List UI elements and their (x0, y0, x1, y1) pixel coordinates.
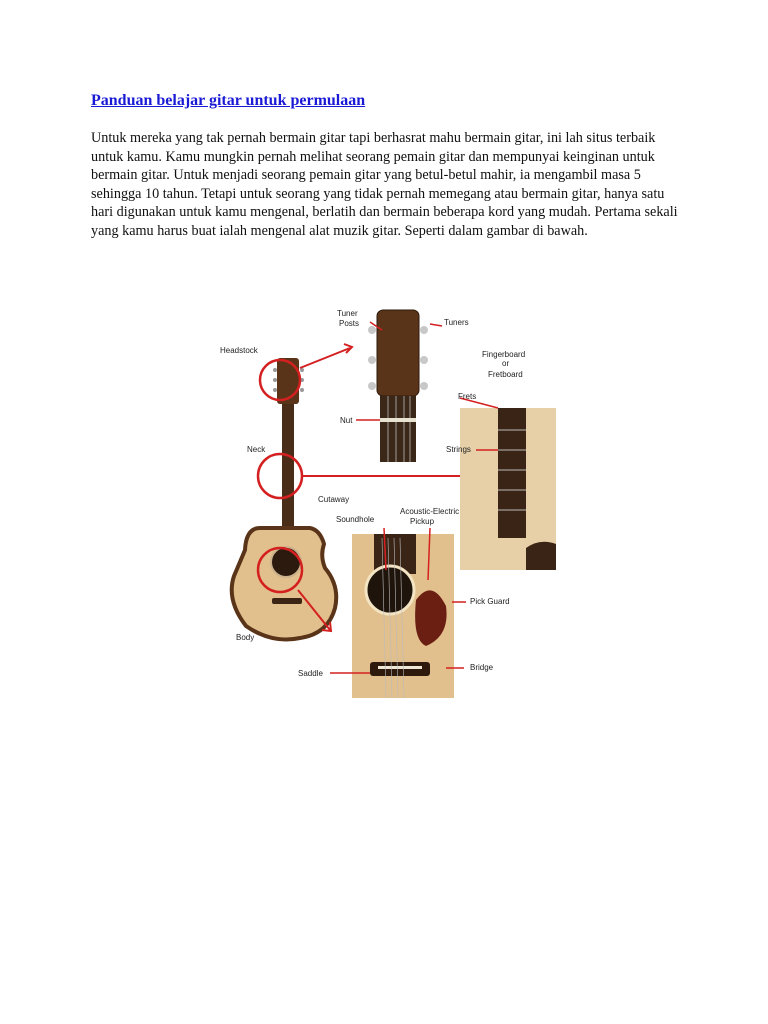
intro-paragraph: Untuk mereka yang tak pernah bermain gitar tapi berhasrat mahu bermain gitar, ini lah situs terbaik untuk kamu. Kamu mungkin pernah melihat seorang pemain gitar dan mempunyai keinginan untuk bermain gitar. Untuk menjadi seorang pemain gitar yang betul-betul mahir, ia mengambil masa 5 sehingga 10 tahun. Tetapi untuk seorang yang tidak pernah memegang atau bermain gitar, hanya satu hari digunakan untuk kamu mengenal, berlatih dan bermain beberapa kord yang mudah. Pertama sekali yang kamu harus buat ialah mengenal alat muzik gitar. Seperti dalam gambar di bawah. (91, 130, 678, 239)
label-frets: Frets (458, 392, 477, 401)
label-pick-guard: Pick Guard (470, 597, 510, 606)
label-pickup-2: Pickup (410, 517, 435, 526)
label-body: Body (236, 633, 255, 642)
label-headstock: Headstock (220, 346, 258, 355)
label-cutaway: Cutaway (318, 495, 350, 504)
label-fingerboard-1: Fingerboard (482, 350, 526, 359)
document-title[interactable]: Panduan belajar gitar untuk permulaan (91, 92, 366, 109)
neck-detail (460, 408, 556, 570)
headstock-detail (368, 310, 428, 462)
label-tuner-posts-1: Tuner (337, 309, 358, 318)
label-neck: Neck (247, 445, 266, 454)
neck-shape (282, 404, 294, 534)
guitar-anatomy-figure (220, 300, 560, 700)
label-fingerboard-3: Fretboard (488, 370, 523, 379)
label-tuner-posts-2: Posts (339, 319, 360, 328)
label-nut: Nut (340, 416, 353, 425)
soundhole-shape (271, 547, 301, 577)
label-bridge: Bridge (470, 663, 494, 672)
label-fingerboard-2: or (502, 359, 510, 368)
label-strings: Strings (446, 445, 471, 454)
label-tuners: Tuners (444, 318, 469, 327)
label-soundhole: Soundhole (336, 515, 375, 524)
label-saddle: Saddle (298, 669, 323, 678)
label-pickup-1: Acoustic-Electric (400, 507, 460, 516)
guitar-body-shape (232, 528, 337, 640)
